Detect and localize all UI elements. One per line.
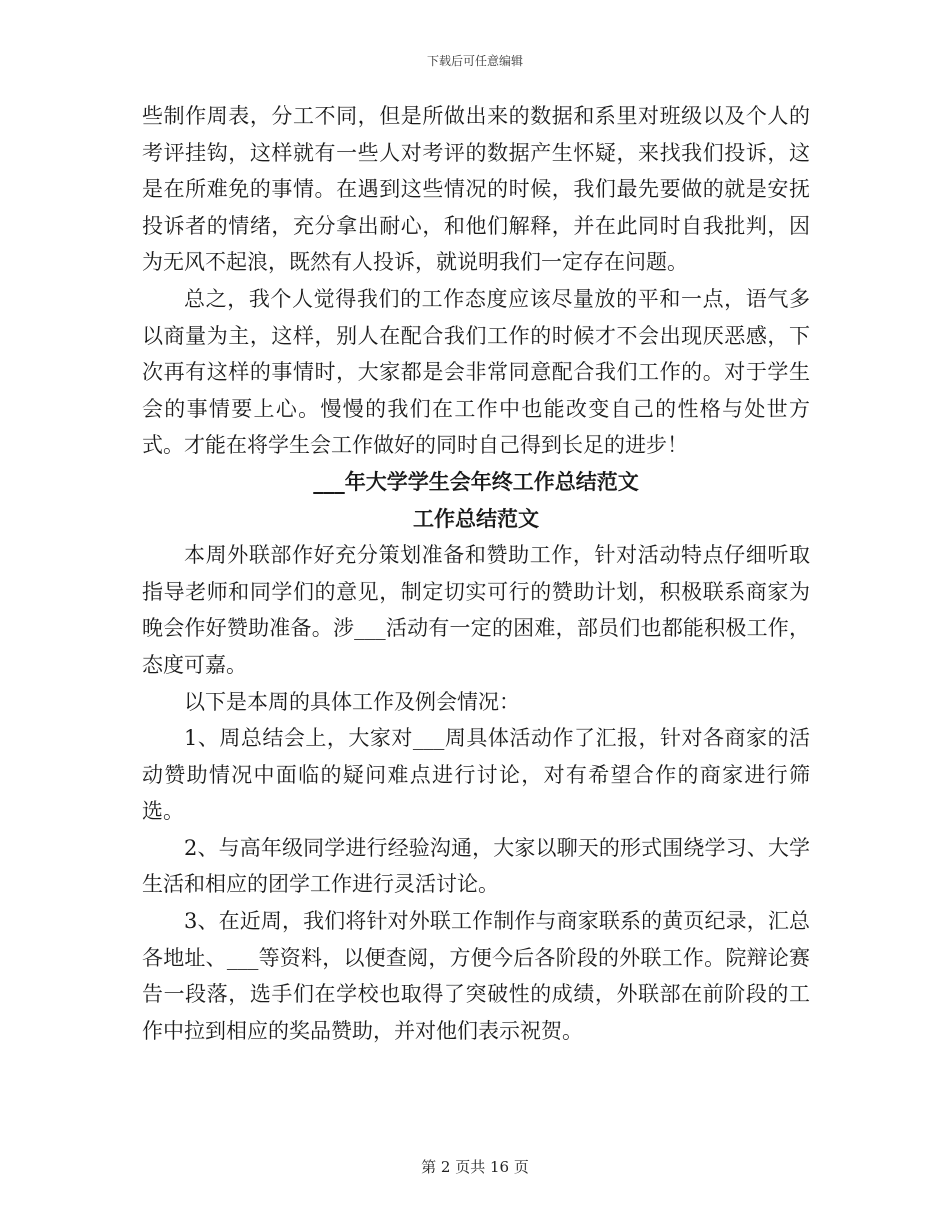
page-number: 第 2 页共 16 页 — [421, 1158, 529, 1176]
paragraph-summary: 总之，我个人觉得我们的工作态度应该尽量放的平和一点，语气多以商量为主，这样，别人在配合我们工作的时候才不会出现厌恶感，下次再有这样的事情时，大家都是会非常同意配合我们工作的。对于学生会的事情要上心。慢慢的我们在工作中也能改变自己的性格与处世方式。才能在将学生会工作做好的同时自己得到长足的进步！ — [142, 286, 810, 458]
list-item-2: 2、与高年级同学进行经验沟通，大家以聊天的形式围绕学习、大学生活和相应的团学工作进行灵活讨论。 — [142, 835, 810, 897]
document-body — [142, 98, 810, 1049]
paragraph-list-lead: 以下是本周的具体工作及例会情况： — [184, 689, 520, 714]
paragraph-continuation: 些制作周表，分工不同，但是所做出来的数据和系里对班级以及个人的考评挂钩，这样就有一些人对考评的数据产生怀疑，来找我们投诉，这是在所难免的事情。在遇到这些情况的时候，我们最先要做的就是安抚投诉者的情绪，充分拿出耐心，和他们解释，并在此同时自我批判，因为无风不起浪，既然有人投诉，就说明我们一定存在问题。 — [142, 104, 810, 275]
document-title: ___年大学学生会年终工作总结范文 — [313, 468, 639, 494]
list-item-3: 3、在近周，我们将针对外联工作制作与商家联系的黄页纪录，汇总各地址、___等资料，以便查阅，方便今后各阶段的外联工作。院辩论赛告一段落，选手们在学校也取得了突破性的成绩，外联部在前阶段的工作中拉到相应的奖品赞助，并对他们表示祝贺。 — [142, 909, 810, 1043]
page-header-note: 下载后可任意编辑 — [426, 54, 523, 68]
list-item-1: 1、周总结会上，大家对___周具体活动作了汇报，针对各商家的活动赞助情况中面临的疑问难点进行讨论，对有希望合作的商家进行筛选。 — [142, 726, 810, 824]
paragraph-intro: 本周外联部作好充分策划准备和赞助工作，针对活动特点仔细听取指导老师和同学们的意见，制定切实可行的赞助计划，积极联系商家为晚会作好赞助准备。涉___活动有一定的困难，部员们也都能积极工作，态度可嘉。 — [142, 543, 810, 677]
document-subtitle: 工作总结范文 — [413, 505, 539, 531]
